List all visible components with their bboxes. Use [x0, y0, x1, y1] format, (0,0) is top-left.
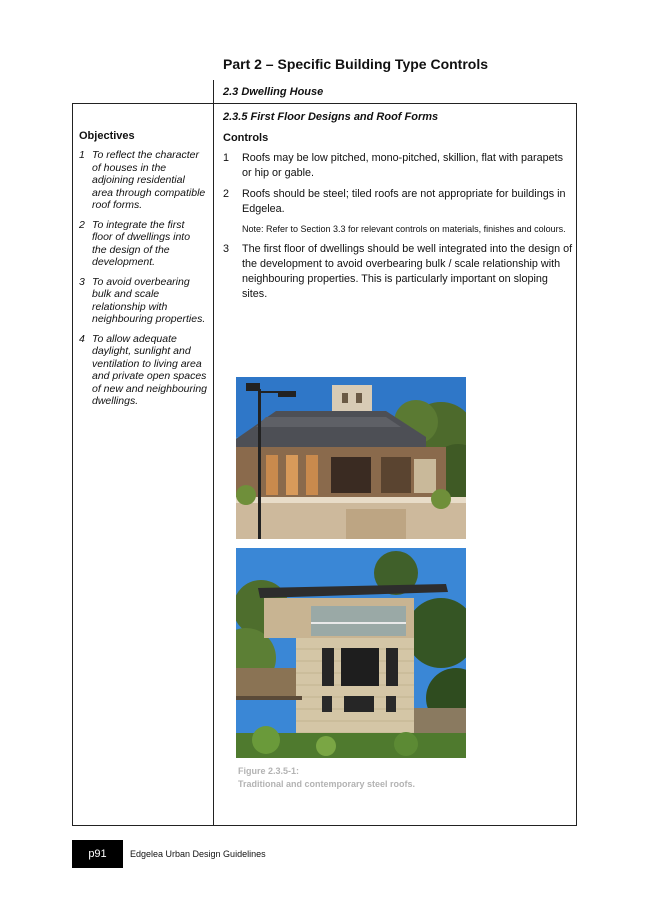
objective-number: 2 — [79, 218, 85, 231]
header-divider — [213, 80, 214, 104]
objective-text: To integrate the first floor of dwellings into the design of the development. — [92, 218, 191, 268]
subsection-heading: 2.3.5 First Floor Designs and Roof Forms — [223, 111, 439, 123]
figure-caption-text: Traditional and contemporary steel roofs. — [238, 779, 416, 789]
page-number: p91 — [72, 840, 123, 868]
objective-item — [79, 333, 207, 408]
footer-title: Edgelea Urban Design Guidelines — [130, 849, 266, 859]
objective-number: 3 — [79, 275, 85, 288]
control-item — [223, 187, 573, 217]
figure-caption — [238, 765, 415, 791]
objective-item — [79, 219, 207, 269]
traditional-house-photo — [236, 377, 466, 539]
controls-heading: Controls — [223, 132, 269, 144]
control-text: The first floor of dwellings should be well integrated into the design of the development to avoid overbearing bulk / scale relationship with neighbouring properties. This is particularly important on sloping sites. — [242, 243, 573, 300]
control-item — [223, 151, 573, 181]
figure-label: Figure 2.3.5-1: — [238, 766, 300, 776]
control-number: 2 — [223, 188, 230, 200]
page-title: Part 2 – Specific Building Type Controls — [223, 56, 489, 72]
objective-item — [79, 276, 207, 326]
objectives-heading: Objectives — [79, 130, 135, 142]
control-number: 1 — [223, 152, 230, 164]
section-heading: 2.3 Dwelling House — [223, 86, 324, 98]
control-number: 3 — [223, 243, 230, 255]
objective-number: 1 — [79, 149, 85, 161]
contemporary-house-photo — [236, 548, 466, 758]
control-note: Note: Refer to Section 3.3 for relevant controls on materials, finishes and colours. — [242, 224, 566, 234]
objective-number: 4 — [79, 332, 85, 345]
objectives-column — [79, 130, 207, 415]
control-text: Roofs may be low pitched, mono-pitched, skillion, flat with parapets or hip or gable. — [242, 152, 564, 179]
column-divider — [213, 103, 214, 826]
control-text: Roofs should be steel; tiled roofs are not appropriate for buildings in Edgelea. — [242, 188, 566, 215]
objective-text: To allow adequate daylight, sunlight and ventilation to living area and private open spaces of new and neighbouring dwellings. — [92, 332, 208, 407]
objective-item — [79, 149, 207, 212]
objective-text: To avoid overbearing bulk and scale relationship with neighbouring properties. — [92, 275, 206, 325]
objective-text: To reflect the character of houses in the adjoining residential area through compatible roof forms. — [92, 149, 206, 211]
controls-column — [223, 132, 573, 308]
control-item — [223, 242, 573, 302]
